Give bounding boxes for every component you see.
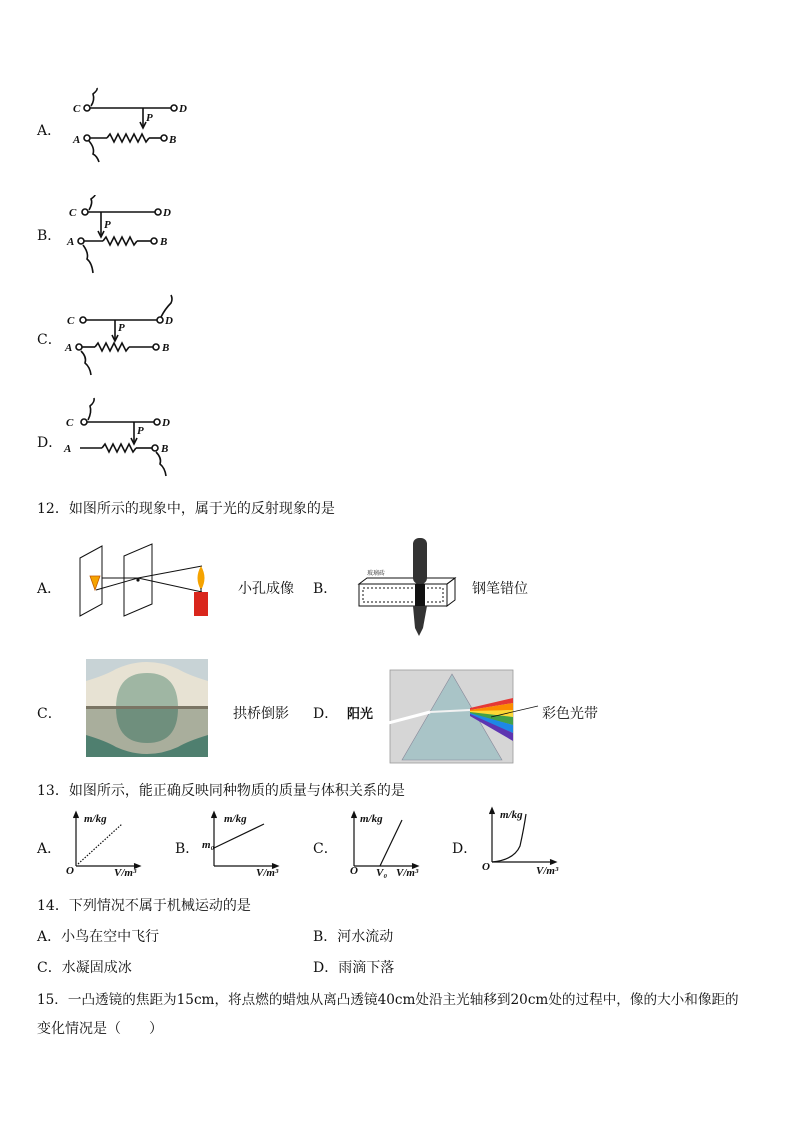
slider-p: P xyxy=(146,112,153,124)
option-a-label: A． xyxy=(37,123,62,139)
q15-stem-line1: 15．一凸透镜的焦距为15cm，将点燃的蜡烛从离凸透镜40cm处沿主光轴移到20cm处的过程中，像的大小和像距的 xyxy=(37,992,739,1008)
y-axis-label: m/kg xyxy=(500,809,523,821)
slider-p: P xyxy=(118,322,125,334)
q13-option-a-letter: A． xyxy=(37,841,62,857)
q15-stem-line2: 变化情况是（ ） xyxy=(37,1021,163,1037)
m0-label: m₀ xyxy=(202,839,215,851)
sunlight-tag: 阳光 xyxy=(347,707,374,722)
q13-stem: 13．如图所示，能正确反映同种物质的质量与体积关系的是 xyxy=(37,783,405,799)
v0-label: V₀ xyxy=(376,867,388,879)
q12-option-c-letter: C． xyxy=(37,706,62,722)
q14-option-a: A．小鸟在空中飞行 xyxy=(37,929,160,945)
terminal-a: A xyxy=(64,443,72,455)
glass-block-tag: 玻璃砖 xyxy=(367,570,386,577)
q14-option-d: D．雨滴下落 xyxy=(313,960,395,976)
option-d-label: D． xyxy=(37,435,63,451)
q14-stem: 14．下列情况不属于机械运动的是 xyxy=(37,898,251,914)
option-b-label: B． xyxy=(37,228,62,244)
q12-option-d-letter: D． xyxy=(313,706,339,722)
prism-dispersion-figure xyxy=(390,670,515,765)
pen-glass-block-figure xyxy=(355,528,465,638)
circuit-c-diagram xyxy=(65,295,185,375)
x-axis-label: V/m³ xyxy=(396,867,419,879)
graph-a xyxy=(64,810,146,878)
y-axis-label: m/kg xyxy=(224,813,247,825)
terminal-a: A xyxy=(67,236,75,248)
terminal-c: C xyxy=(73,103,81,115)
origin-label: O xyxy=(350,865,358,877)
terminal-d: D xyxy=(165,315,173,327)
terminal-b: B xyxy=(160,236,168,248)
q13-option-c-letter: C． xyxy=(313,841,338,857)
origin-label: O xyxy=(66,865,74,877)
terminal-c: C xyxy=(66,417,74,429)
terminal-d: D xyxy=(179,103,187,115)
x-axis-label: V/m³ xyxy=(536,865,559,877)
circuit-d-diagram xyxy=(62,398,182,478)
q12-option-c-caption: 拱桥倒影 xyxy=(233,706,289,722)
q12-option-b-letter: B． xyxy=(313,581,338,597)
circuit-a-diagram xyxy=(65,88,185,163)
slider-p: P xyxy=(137,425,144,437)
graph-c xyxy=(340,810,422,878)
q12-option-d-caption: 彩色光带 xyxy=(542,706,598,722)
arch-bridge-photo xyxy=(86,659,208,757)
graph-b xyxy=(202,810,284,878)
x-axis-label: V/m³ xyxy=(114,867,137,879)
q12-option-a-letter: A． xyxy=(37,581,62,597)
terminal-c: C xyxy=(67,315,75,327)
q12-option-a-caption: 小孔成像 xyxy=(238,581,294,597)
q12-option-b-caption: 钢笔错位 xyxy=(472,581,528,597)
option-c-label: C． xyxy=(37,332,62,348)
circuit-b-diagram xyxy=(65,195,185,275)
slider-p: P xyxy=(104,219,111,231)
q13-option-b-letter: B． xyxy=(175,841,200,857)
terminal-d: D xyxy=(163,207,171,219)
q14-option-b: B．河水流动 xyxy=(313,929,394,945)
terminal-b: B xyxy=(162,342,170,354)
terminal-b: B xyxy=(161,443,169,455)
graph-d xyxy=(478,806,563,876)
q12-stem: 12．如图所示的现象中，属于光的反射现象的是 xyxy=(37,501,335,517)
y-axis-label: m/kg xyxy=(360,813,383,825)
terminal-d: D xyxy=(162,417,170,429)
y-axis-label: m/kg xyxy=(84,813,107,825)
terminal-a: A xyxy=(65,342,73,354)
origin-label: O xyxy=(482,861,490,873)
q14-option-c: C．水凝固成冰 xyxy=(37,960,132,976)
q13-option-d-letter: D． xyxy=(452,841,478,857)
terminal-b: B xyxy=(169,134,177,146)
terminal-a: A xyxy=(73,134,81,146)
x-axis-label: V/m³ xyxy=(256,867,279,879)
pinhole-camera-figure xyxy=(78,542,218,622)
terminal-c: C xyxy=(69,207,77,219)
